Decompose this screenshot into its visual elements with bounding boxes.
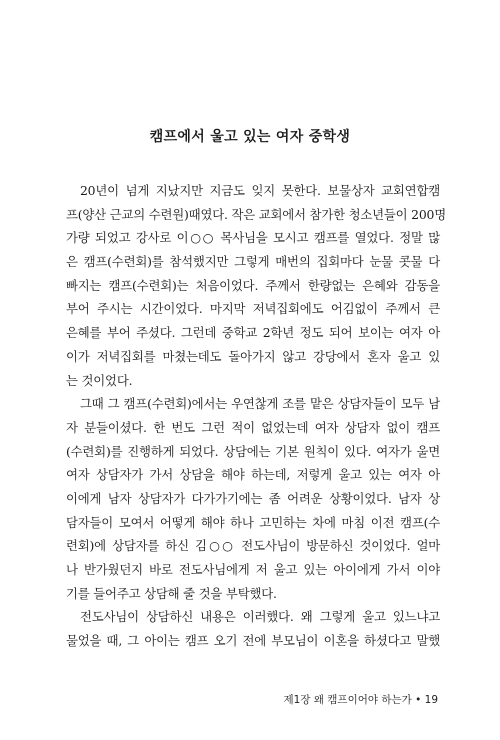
- paragraph-line: 프(양산 근교의 수련원)때였다. 작은 교회에서 참가한 청소년들이 200명: [66, 206, 446, 222]
- page-footer: 제1장 왜 캠프이어야 하는가 • 19: [283, 694, 438, 706]
- paragraph-line: (수련회)를 진행하게 되었다. 상담에는 기본 원칙이 있다. 여자가 울면: [66, 443, 440, 459]
- paragraph-line: 이에게 남자 상담자가 다가가기에는 좀 어려운 상황이었다. 남자 상: [66, 490, 440, 506]
- paragraph-line: 물었을 때, 그 아이는 캠프 오기 전에 부모님이 이혼을 하셨다고 말했: [66, 633, 440, 649]
- paragraph-line: 빠지는 캠프(수련회)는 처음이었다. 주께서 한량없는 은혜와 감동을: [66, 277, 440, 293]
- chapter-section-title: 캠프에서 울고 있는 여자 중학생: [149, 129, 351, 145]
- paragraph-line: 가량 되었고 강사로 이○○ 목사님을 모시고 캠프를 열었다. 정말 많: [66, 230, 440, 246]
- paragraph-line: 련회)에 상담자를 하신 김○○ 전도사님이 방문하신 것이었다. 얼마: [66, 538, 440, 554]
- paragraph-line: 여자 상담자가 가서 상담을 해야 하는데, 저렇게 울고 있는 여자 아: [66, 467, 440, 483]
- body-text: [66, 179, 446, 653]
- paragraph-line: 그때 그 캠프(수련회)에서는 우연찮게 조를 맡은 상담자들이 모두 남: [80, 396, 440, 412]
- paragraph-line: 은 캠프(수련회)를 참석했지만 그렇게 매번의 집회마다 눈물 콧물 다: [66, 254, 440, 270]
- paragraph-line: 은혜를 부어 주셨다. 그런데 중학교 2학년 정도 되어 보이는 여자 아: [66, 325, 440, 341]
- paragraph-line: 자 분들이셨다. 한 번도 그런 적이 없었는데 여자 상담자 없이 캠프: [66, 419, 440, 435]
- paragraph-line: 부어 주시는 시간이었다. 마지막 저녁집회에도 어김없이 주께서 큰: [66, 301, 440, 317]
- paragraph-line: 이가 저녁집회를 마쳤는데도 돌아가지 않고 강당에서 혼자 울고 있: [66, 348, 440, 364]
- paragraph-line: 20년이 넘게 지났지만 지금도 잊지 못한다. 보물상자 교회연합캠: [80, 183, 440, 198]
- paragraph-line: 전도사님이 상담하신 내용은 이러했다. 왜 그렇게 울고 있느냐고: [80, 609, 440, 625]
- paragraph-line: 는 것이었다.: [66, 372, 133, 388]
- paragraph-line: 기를 들어주고 상담해 줄 것을 부탁했다.: [66, 585, 277, 601]
- paragraph-line: 나 반가웠던지 바로 전도사님에게 저 울고 있는 아이에게 가서 이야: [66, 562, 440, 577]
- paragraph-line: 담자들이 모여서 어떻게 해야 하나 고민하는 차에 마침 이전 캠프(수: [66, 514, 440, 530]
